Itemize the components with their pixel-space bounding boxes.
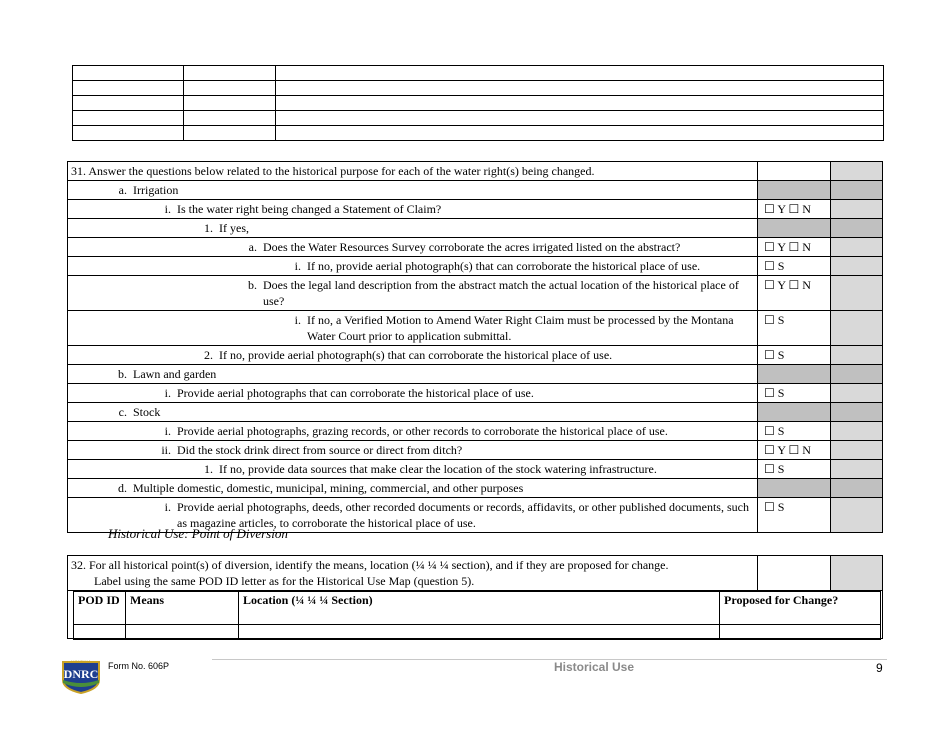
answer-checkbox-s[interactable]: ☐ S	[758, 384, 831, 403]
answer-cell	[758, 219, 831, 238]
column-header-means: Means	[126, 591, 239, 624]
table-cell[interactable]	[184, 96, 276, 111]
table-row	[68, 276, 883, 311]
table-row	[68, 311, 883, 346]
office-use-cell	[831, 219, 883, 238]
table-row	[74, 624, 881, 639]
form-number: Form No. 606P	[108, 661, 170, 671]
table-cell[interactable]	[73, 126, 184, 141]
office-use-cell	[831, 403, 883, 422]
table-cell[interactable]	[184, 111, 276, 126]
table-row	[68, 200, 883, 219]
row-number: b.	[248, 278, 257, 292]
table-row	[68, 479, 883, 498]
table-row	[73, 66, 884, 81]
table-row	[73, 111, 884, 126]
pod-table-frame	[67, 590, 883, 639]
table-cell[interactable]	[184, 66, 276, 81]
table-row	[68, 422, 883, 441]
row-text: Did the stock drink direct from source or direct from ditch?	[177, 443, 463, 457]
answer-cell[interactable]	[758, 556, 831, 591]
table-row	[68, 384, 883, 403]
office-use-cell	[831, 200, 883, 219]
table-cell[interactable]	[73, 111, 184, 126]
office-use-cell	[831, 238, 883, 257]
table-row	[68, 219, 883, 238]
office-use-cell	[831, 384, 883, 403]
table-cell[interactable]	[73, 66, 184, 81]
table-row	[68, 460, 883, 479]
row-text: If no, a Verified Motion to Amend Water Right Claim must be processed by the Montana Water Court prior to application submittal.	[307, 313, 734, 343]
pod-id-cell[interactable]	[74, 624, 126, 639]
office-use-cell	[831, 441, 883, 460]
logo-top-text: MONTANA	[71, 659, 91, 664]
row-number: i.	[294, 259, 301, 273]
row-text: Provide aerial photographs that can corroborate the historical place of use.	[177, 386, 534, 400]
row-number: ii.	[161, 443, 171, 457]
table-row	[68, 181, 883, 200]
question-31-title: 31. Answer the questions below related to the historical purpose for each of the water right(s) being changed.	[68, 162, 758, 181]
question-32-line-2: Label using the same POD ID letter as for the Historical Use Map (question 5).	[94, 574, 475, 588]
office-use-cell	[831, 479, 883, 498]
page-number: 9	[876, 661, 883, 675]
answer-checkbox-s[interactable]: ☐ S	[758, 257, 831, 276]
means-cell[interactable]	[126, 624, 239, 639]
table-row	[68, 346, 883, 365]
answer-cell	[758, 365, 831, 384]
table-cell[interactable]	[276, 96, 884, 111]
table-row	[73, 96, 884, 111]
top-empty-table	[72, 65, 884, 141]
pod-table-header	[74, 591, 881, 624]
answer-checkbox-yn[interactable]: ☐ Y ☐ N	[758, 276, 831, 311]
row-number: i.	[294, 313, 301, 327]
footer-divider	[212, 659, 887, 660]
office-use-cell	[831, 460, 883, 479]
row-text: Stock	[133, 405, 161, 419]
answer-cell	[758, 403, 831, 422]
row-number: c.	[118, 405, 127, 419]
row-text: Irrigation	[133, 183, 179, 197]
row-text: Multiple domestic, domestic, municipal, mining, commercial, and other purposes	[133, 481, 524, 495]
proposed-cell[interactable]	[720, 624, 881, 639]
table-cell[interactable]	[73, 81, 184, 96]
table-row	[68, 238, 883, 257]
answer-checkbox-s[interactable]: ☐ S	[758, 460, 831, 479]
row-text: If no, provide aerial photograph(s) that can corroborate the historical place of use.	[307, 259, 701, 273]
office-use-cell	[831, 365, 883, 384]
answer-checkbox-s[interactable]: ☐ S	[758, 498, 831, 533]
row-number: i.	[164, 424, 171, 438]
answer-checkbox-yn[interactable]: ☐ Y ☐ N	[758, 200, 831, 219]
table-cell[interactable]	[184, 126, 276, 141]
table-row	[68, 257, 883, 276]
row-text: Does the legal land description from the abstract match the actual location of the historical place of use?	[263, 278, 739, 308]
row-text: If no, provide data sources that make clear the location of the stock watering infrastructure.	[219, 462, 657, 476]
office-use-cell	[831, 311, 883, 346]
answer-cell	[758, 181, 831, 200]
answer-cell	[758, 479, 831, 498]
row-number: i.	[164, 202, 171, 216]
answer-cell[interactable]	[758, 162, 831, 181]
row-number: 2.	[204, 348, 213, 362]
row-number: 1.	[204, 462, 213, 476]
question-32-block	[67, 555, 883, 639]
answer-checkbox-s[interactable]: ☐ S	[758, 422, 831, 441]
column-header-location: Location (¼ ¼ ¼ Section)	[239, 591, 720, 624]
table-cell[interactable]	[276, 66, 884, 81]
table-row	[68, 403, 883, 422]
office-use-cell	[831, 276, 883, 311]
column-header-proposed: Proposed for Change?	[720, 591, 881, 624]
answer-checkbox-s[interactable]: ☐ S	[758, 311, 831, 346]
question-32-line-1: 32. For all historical point(s) of diversion, identify the means, location (¼ ¼ ¼ section), and if they are proposed for change.	[71, 558, 669, 572]
table-cell[interactable]	[276, 111, 884, 126]
table-cell[interactable]	[276, 126, 884, 141]
logo-text: DNRC	[63, 667, 99, 681]
office-use-cell	[831, 556, 883, 591]
row-number: 1.	[204, 221, 213, 235]
table-cell[interactable]	[276, 81, 884, 96]
question-32-title-row	[68, 556, 883, 591]
table-row	[73, 126, 884, 141]
office-use-cell	[831, 422, 883, 441]
table-cell[interactable]	[184, 81, 276, 96]
row-number: a.	[248, 240, 257, 254]
row-text: Provide aerial photographs, deeds, other recorded documents or records, affidavits, or other published documents, such as magazine articles, to corroborate the historical place of use.	[177, 500, 749, 530]
row-text: Lawn and garden	[133, 367, 217, 381]
row-text: If yes,	[219, 221, 249, 235]
table-cell[interactable]	[73, 96, 184, 111]
row-text: Is the water right being changed a Statement of Claim?	[177, 202, 442, 216]
office-use-cell	[831, 346, 883, 365]
office-use-cell	[831, 162, 883, 181]
section-heading: Historical Use: Point of Diversion	[108, 526, 288, 541]
office-use-cell	[831, 498, 883, 533]
footer-title: Historical Use	[554, 660, 635, 674]
answer-checkbox-s[interactable]: ☐ S	[758, 346, 831, 365]
row-text: If no, provide aerial photograph(s) that can corroborate the historical place of use.	[219, 348, 613, 362]
row-number: i.	[164, 386, 171, 400]
row-number: b.	[118, 367, 127, 381]
answer-checkbox-yn[interactable]: ☐ Y ☐ N	[758, 238, 831, 257]
question-31-table	[67, 161, 883, 533]
column-header-pod-id: POD ID	[74, 591, 126, 624]
row-text: Does the Water Resources Survey corroborate the acres irrigated listed on the abstract?	[263, 240, 681, 254]
pod-table	[73, 591, 881, 640]
question-32-text	[68, 556, 758, 591]
table-row	[68, 441, 883, 460]
office-use-cell	[831, 181, 883, 200]
row-number: a.	[118, 183, 127, 197]
row-text: Provide aerial photographs, grazing records, or other records to corroborate the historical place of use.	[177, 424, 668, 438]
office-use-cell	[831, 257, 883, 276]
row-number: i.	[164, 500, 171, 514]
question-31-title-row	[68, 162, 883, 181]
table-row	[73, 81, 884, 96]
answer-checkbox-yn[interactable]: ☐ Y ☐ N	[758, 441, 831, 460]
table-row	[68, 365, 883, 384]
row-number: d.	[118, 481, 127, 495]
dnrc-logo	[60, 656, 102, 694]
location-cell[interactable]	[239, 624, 720, 639]
